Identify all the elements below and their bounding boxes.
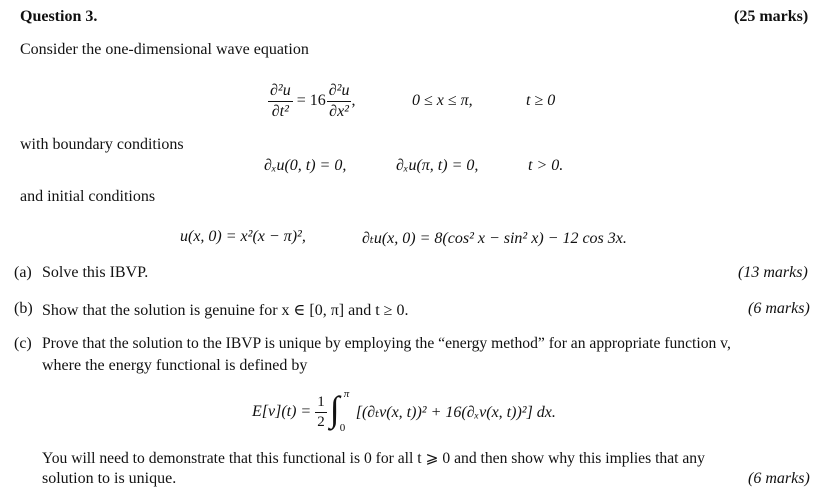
- integral-glyph: ∫: [329, 389, 340, 429]
- part-c-line-4: solution to is unique.: [42, 470, 177, 487]
- half-fraction: [315, 395, 327, 430]
- wave-equation: [268, 78, 355, 124]
- wave-rhs-numerator: ∂²u: [327, 83, 352, 102]
- boundary-condition-2: ∂ₓu(π, t) = 0,: [396, 157, 479, 174]
- half-numerator: 1: [315, 395, 327, 413]
- part-a-text: Solve this IBVP.: [42, 264, 149, 281]
- integral-lower-limit: 0: [339, 422, 346, 434]
- part-a-label: (a): [14, 264, 32, 281]
- energy-lhs: E[v](t) =: [252, 403, 312, 420]
- wave-equals: = 16: [296, 92, 326, 109]
- integral-upper-limit: π: [343, 388, 350, 400]
- boundary-condition-3: t > 0.: [528, 157, 564, 174]
- wave-lhs-fraction: [268, 83, 293, 120]
- wave-comma: ,: [351, 92, 356, 109]
- integral-sign: [329, 388, 350, 434]
- boundary-condition-1: ∂ₓu(0, t) = 0,: [264, 157, 347, 174]
- intro-text: Consider the one-dimensional wave equation: [20, 41, 309, 58]
- energy-functional: [252, 389, 556, 435]
- ic-intro-text: and initial conditions: [20, 188, 156, 205]
- part-c-line-1: Prove that the solution to the IBVP is unique by employing the “energy method” for an appropriate function v,: [42, 335, 731, 352]
- wave-lhs-numerator: ∂²u: [268, 83, 293, 102]
- wave-rhs-fraction: [327, 83, 352, 120]
- wave-lhs-denominator: ∂t²: [271, 102, 289, 120]
- wave-domain-x: 0 ≤ x ≤ π,: [412, 92, 473, 109]
- energy-integrand: [(∂ₜv(x, t))² + 16(∂ₓv(x, t))²] dx.: [355, 404, 556, 421]
- question-title: Question 3.: [20, 8, 98, 25]
- part-c-marks: (6 marks): [748, 470, 810, 487]
- part-b-marks: (6 marks): [748, 300, 810, 317]
- part-c-line-3: You will need to demonstrate that this functional is 0 for all t ⩾ 0 and then show why this implies that any: [42, 450, 705, 467]
- part-a-marks: (13 marks): [738, 264, 808, 281]
- initial-condition-1: u(x, 0) = x²(x − π)²,: [180, 228, 306, 245]
- half-denominator: 2: [317, 413, 325, 430]
- wave-domain-t: t ≥ 0: [526, 92, 556, 109]
- part-b-label: (b): [14, 300, 33, 317]
- initial-condition-2: ∂ₜu(x, 0) = 8(cos² x − sin² x) − 12 cos 3x.: [362, 230, 627, 247]
- question-marks: (25 marks): [734, 8, 809, 25]
- wave-rhs-denominator: ∂x²: [329, 102, 349, 120]
- part-c-line-2: where the energy functional is defined by: [42, 357, 308, 374]
- part-c-label: (c): [14, 335, 32, 352]
- part-b-text: Show that the solution is genuine for x ∈ [0, π] and t ≥ 0.: [42, 302, 409, 319]
- bc-intro-text: with boundary conditions: [20, 136, 184, 153]
